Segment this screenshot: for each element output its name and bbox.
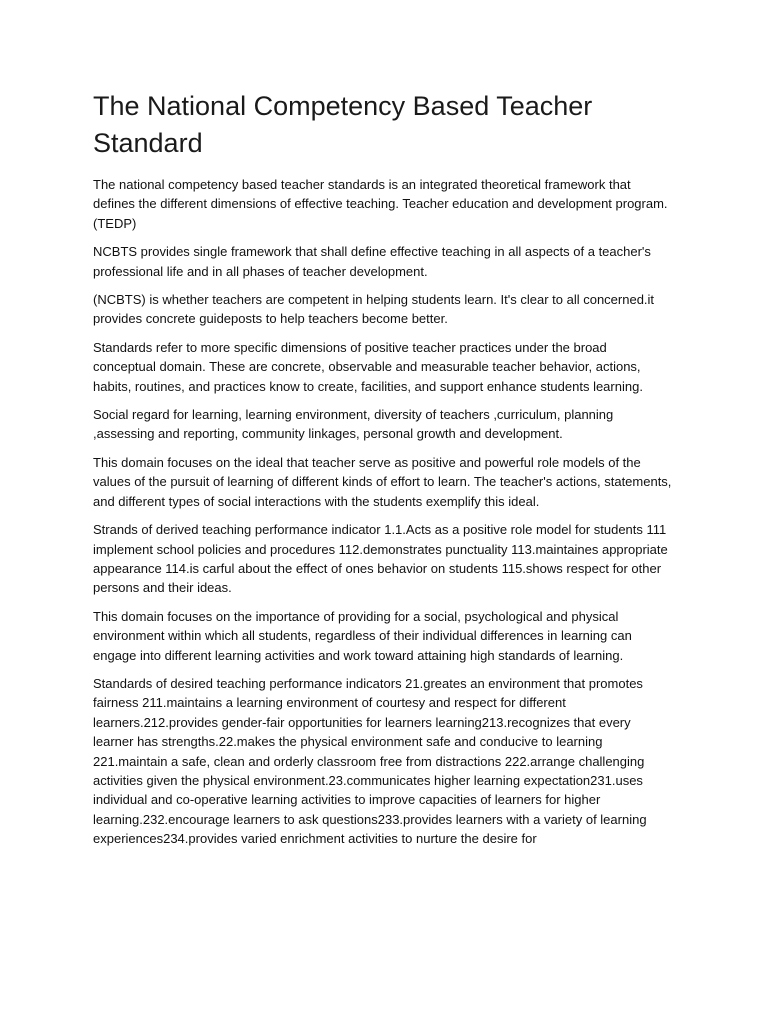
document-title: The National Competency Based Teacher Standard xyxy=(93,91,593,158)
paragraph-standards: Standards refer to more specific dimensions of positive teacher practices under the broad conceptual domain. These are concrete, observable and measurable teacher behavior, actions, habits, routines, and practices know to create, facilities, and support enhance students learning. xyxy=(93,339,643,394)
paragraph-role-models: This domain focuses on the ideal that teacher serve as positive and powerful role models of the values of the pursuit of learning of different kinds of effort to learn. The teacher's actions, statements, and different types of social interactions with the students exemplify this ideal. xyxy=(93,454,672,509)
paragraph-domains-list: Social regard for learning, learning environment, diversity of teachers ,curriculum, planning ,assessing and reporting, community linkages, personal growth and development. xyxy=(93,407,614,442)
paragraph-desired-indicators: Standards of desired teaching performance indicators 21.greates an environment that promotes fairness 211.maintains a learning environment of courtesy and respect for different learners.212.provides gender-fair opportunities for learners learning213.recognizes that every learner has strengths.22.makes the physical environment safe and conducive to learning 221.maintain a safe, clean and orderly classroom free from distractions 222.arrange challenging activities given the physical environment.23.communicates higher learning expectation231.uses individual and co-operative learning activities to improve capacities of learners for higher learning.232.encourage learners to ask questions233.provides learners with a variety of learning experiences234.provides varied enrichment activities to nurture the desire for xyxy=(93,675,647,847)
paragraph-definition: The national competency based teacher standards is an integrated theoretical framework that defines the different dimensions of effective teaching. Teacher education and development program. (TEDP) xyxy=(93,177,668,231)
paragraph-learning-environment: This domain focuses on the importance of providing for a social, psychological and physical environment within which all students, regardless of their individual differences in learning can engage into different learning activities and work toward attaining high standards of learning. xyxy=(93,608,632,663)
paragraph-competence: (NCBTS) is whether teachers are competent in helping students learn. It's clear to all concerned.it provides concrete guideposts to help teachers become better. xyxy=(93,292,655,327)
paragraph-strands-indicators: Strands of derived teaching performance indicator 1.1.Acts as a positive role model for students 111 implement school policies and procedures 112.demonstrates punctuality 113.maintaines appropriate appearance 114.is carful about the effect of ones behavior on students 115.shows respect for other persons and their ideas. xyxy=(93,522,668,596)
document-page xyxy=(93,88,673,858)
paragraph-framework: NCBTS provides single framework that shall define effective teaching in all aspects of a teacher's professional life and in all phases of teacher development. xyxy=(93,244,651,279)
